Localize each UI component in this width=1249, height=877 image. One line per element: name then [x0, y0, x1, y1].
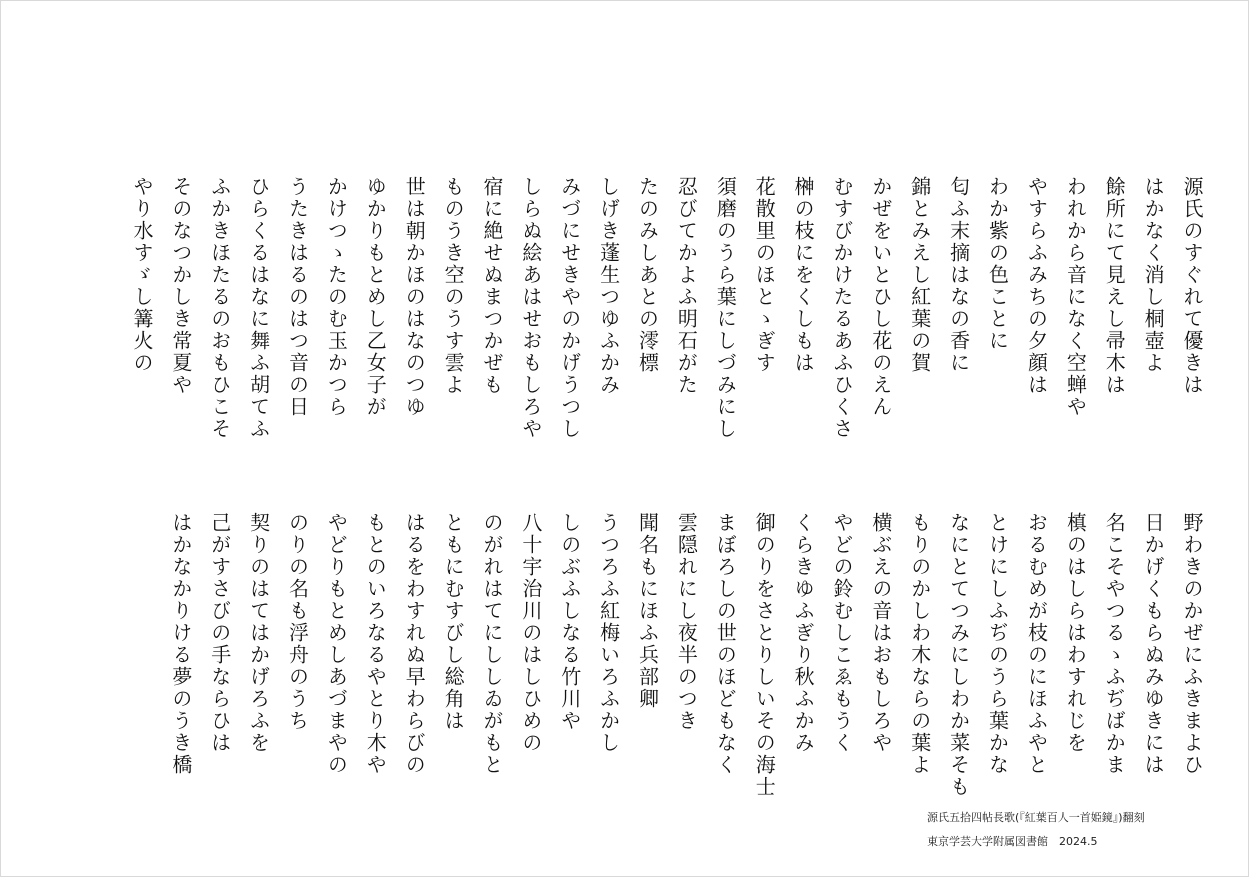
- poem-line: うつろふ紅梅いろふかし: [596, 512, 621, 754]
- poem-line: 日かげくもらぬみゆきには: [1141, 512, 1166, 776]
- poem-line: 須磨のうら葉にしづみにし: [713, 176, 738, 440]
- poem-line: もとのいろなるやとり木や: [363, 512, 388, 776]
- poem-line: はかなかりける夢のうき橋: [168, 512, 193, 776]
- poem-line: 御のりをさとりしいその海士: [752, 512, 777, 798]
- poem-line: われから音になく空蝉や: [1063, 176, 1088, 418]
- poem-lower-block: [31, 512, 1211, 802]
- poem-line: わか紫の色ことに: [985, 176, 1010, 352]
- poem-line: しげき蓬生つゆふかみ: [596, 176, 621, 396]
- poem-line: 雲隠れにし夜半のつき: [674, 512, 699, 732]
- poem-line: 横ぶえの音はおもしろや: [868, 512, 893, 754]
- poem-line: はるをわすれぬ早わらびの: [402, 512, 427, 776]
- poem-line: ふかきほたるのおもひこそ: [207, 176, 232, 440]
- poem-line: 匂ふ末摘はなの香に: [946, 176, 971, 374]
- poem-line: ひらくるはなに舞ふ胡てふ: [246, 176, 271, 440]
- poem-line: くらきゆふぎり秋ふかみ: [791, 512, 816, 754]
- colophon-credit: 東京学芸大学附属図書館 2024.5: [927, 835, 1098, 848]
- poem-line: むすびかけたるあふひくさ: [829, 176, 854, 440]
- poem-line: うたきはるのはつ音の日: [285, 176, 310, 418]
- poem-line: はかなく消し桐壺よ: [1141, 176, 1166, 374]
- poem-line: 名こそやつるゝふぢばかま: [1102, 512, 1127, 776]
- poem-line: ともにむすびし総角は: [441, 512, 466, 732]
- poem-line: 宿に絶せぬまつかぜも: [479, 176, 504, 396]
- colophon: [927, 806, 1145, 854]
- poem-line: ものうき空のうす雲よ: [441, 176, 466, 396]
- poem-line: みづにせきやのかげうつし: [557, 176, 582, 440]
- poem-line: そのなつかしき常夏や: [168, 176, 193, 396]
- poem-line: とけにしふぢのうら葉かな: [985, 512, 1010, 776]
- poem-line: 野わきのかぜにふきまよひ: [1180, 512, 1204, 776]
- poem-line: のがれはてにししゐがもと: [479, 512, 504, 776]
- colophon-title: 源氏五拾四帖長歌(『紅葉百人一首姫鏡』)翻刻: [927, 811, 1145, 824]
- poem-line: 契りのはてはかげろふを: [246, 512, 271, 754]
- poem-line: なにとてつみにしわか菜そも: [946, 512, 971, 798]
- poem-line: やすらふみちの夕顔は: [1024, 176, 1049, 396]
- poem-line: のりの名も浮舟のうち: [285, 512, 310, 732]
- poem-line: ゆかりもとめし乙女子が: [363, 176, 388, 418]
- poem-line: たのみしあとの澪標: [635, 176, 660, 374]
- poem-line: もりのかしわ木ならの葉よ: [907, 512, 932, 776]
- poem-line: 錦とみえし紅葉の賀: [907, 176, 932, 374]
- poem-line: しのぶふしなる竹川や: [557, 512, 582, 732]
- poem-line: やどの鈴むしこゑもうく: [829, 512, 854, 754]
- poem-line: 花散里のほとゝぎす: [752, 176, 777, 374]
- poem-line: 源氏のすぐれて優きは: [1180, 176, 1204, 396]
- poem-line: 榊の枝にをくしもは: [791, 176, 816, 374]
- poem-line: 餘所にて見えし帚木は: [1102, 176, 1127, 396]
- poem-line: かけつゝたのむ玉かつら: [324, 176, 349, 418]
- poem-line: やどりもとめしあづまやの: [324, 512, 349, 776]
- poem-line: かぜをいとひし花のえん: [868, 176, 893, 418]
- poem-line: 聞名もにほふ兵部卿: [635, 512, 660, 710]
- poem-line: おるむめが枝のにほふやと: [1024, 512, 1049, 776]
- poem-line: 世は朝かほのはなのつゆ: [402, 176, 427, 418]
- poem-line: しらぬ絵あはせおもしろや: [518, 176, 543, 440]
- poem-line: 八十宇治川のはしひめの: [518, 512, 543, 754]
- poem-line: 忍びてかよふ明石がた: [674, 176, 699, 396]
- poem-line: やり水すゞし篝火の: [129, 176, 154, 374]
- poem-line: まぼろしの世のほどもなく: [713, 512, 738, 776]
- poem-line: 槙のはしらはわすれじを: [1063, 512, 1088, 754]
- poem-line: 己がすさびの手ならひは: [207, 512, 232, 754]
- poem-upper-block: [31, 176, 1211, 466]
